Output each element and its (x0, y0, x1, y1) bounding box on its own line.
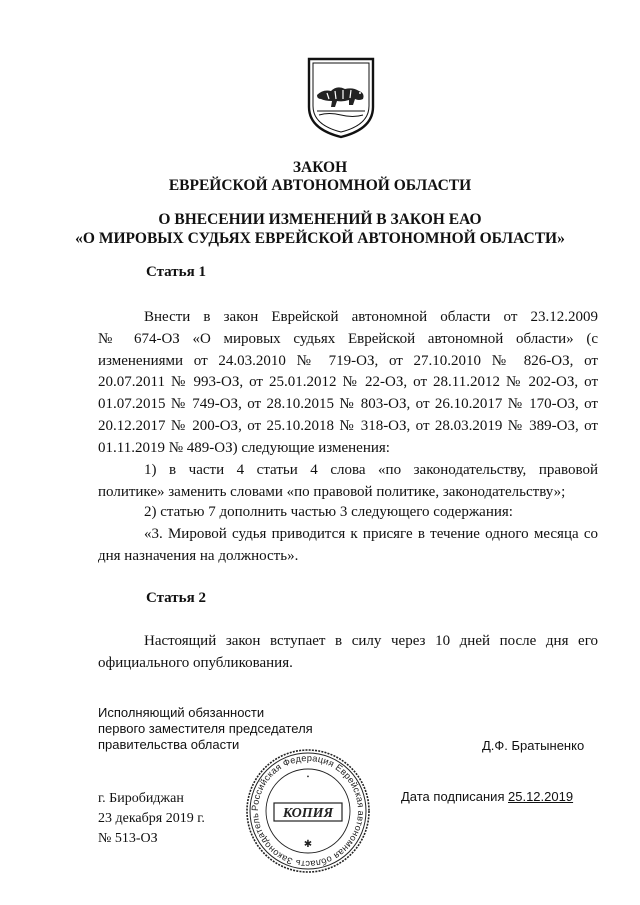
signing-date-label: Дата подписания (401, 789, 505, 804)
svg-text:✱: ✱ (303, 839, 313, 850)
intro-line: № 674-ОЗ «О мировых судьях Еврейской автономной области» (с (98, 330, 598, 347)
item1-line: 1) в части 4 статьи 4 слова «по законодательству, правовой (144, 462, 598, 478)
issue-place: г. Биробиджан (98, 791, 184, 806)
position-line: Исполняющий обязанности (98, 705, 265, 720)
signatory-position (98, 705, 313, 753)
coat-of-arms-emblem (305, 55, 377, 141)
stamp-seal-icon (244, 747, 372, 875)
intro-line: изменениями от 24.03.2010 № 719-ОЗ, от 27.10.2010 № 826-ОЗ, от (98, 352, 598, 369)
stamp-ring-text: Российская Федерация Еврейская автономная область Законодатель (249, 752, 367, 870)
coat-of-arms-tiger-icon (305, 55, 377, 141)
issue-date: 23 декабря 2019 г. (98, 811, 205, 826)
article1-item2: 2) статью 7 дополнить частью 3 следующего содержания: (144, 504, 513, 520)
intro-line: 20.12.2017 № 200-ОЗ, от 25.10.2018 № 318-ОЗ, от 28.03.2019 № 389-ОЗ, от (98, 417, 598, 434)
copy-stamp (244, 747, 372, 875)
intro-line: Внести в закон Еврейской автономной области от 23.12.2009 (144, 309, 598, 325)
region-name: ЕВРЕЙСКОЙ АВТОНОМНОЙ ОБЛАСТИ (168, 177, 472, 194)
article2-text (98, 631, 598, 675)
new-part-line: «3. Мировой судья приводится к присяге в течение одного месяца со (144, 526, 598, 542)
signing-date-value: 25.12.2019 (508, 789, 574, 804)
signatory-name: Д.Ф. Братыненко (482, 738, 585, 753)
intro-line: 01.07.2015 № 749-ОЗ, от 28.10.2015 № 803-ОЗ, от 26.10.2017 № 170-ОЗ, от (98, 396, 598, 413)
article2-heading: Статья 2 (146, 590, 206, 606)
law-number: № 513-ОЗ (98, 831, 158, 846)
new-part-line: дня назначения на должность». (98, 547, 299, 564)
article2-line: Настоящий закон вступает в силу через 10 дней после дня его (144, 633, 598, 649)
article1-intro (98, 307, 598, 460)
position-line: правительства области (98, 737, 240, 752)
stamp-center-text: КОПИЯ (282, 806, 334, 821)
svg-text:•: • (306, 773, 310, 781)
law-title-line1: О ВНЕСЕНИИ ИЗМЕНЕНИЙ В ЗАКОН ЕАО (158, 211, 482, 228)
intro-line: 01.11.2019 № 489-ОЗ) следующие изменения: (98, 439, 390, 456)
document-type: ЗАКОН (292, 159, 348, 176)
article1-item1 (98, 460, 598, 504)
article1-heading: Статья 1 (146, 264, 206, 280)
article2-line: официального опубликования. (98, 654, 293, 671)
intro-line: 20.07.2011 № 993-ОЗ, от 25.01.2012 № 22-ОЗ, от 28.11.2012 № 202-ОЗ, от (98, 374, 598, 391)
item1-line: политике» заменить словами «по правовой политике, законодательству»; (98, 483, 566, 500)
article1-new-part (98, 524, 598, 568)
law-title-line2: «О МИРОВЫХ СУДЬЯХ ЕВРЕЙСКОЙ АВТОНОМНОЙ ОБЛАСТИ» (75, 230, 565, 247)
position-line: первого заместителя председателя (98, 721, 313, 736)
